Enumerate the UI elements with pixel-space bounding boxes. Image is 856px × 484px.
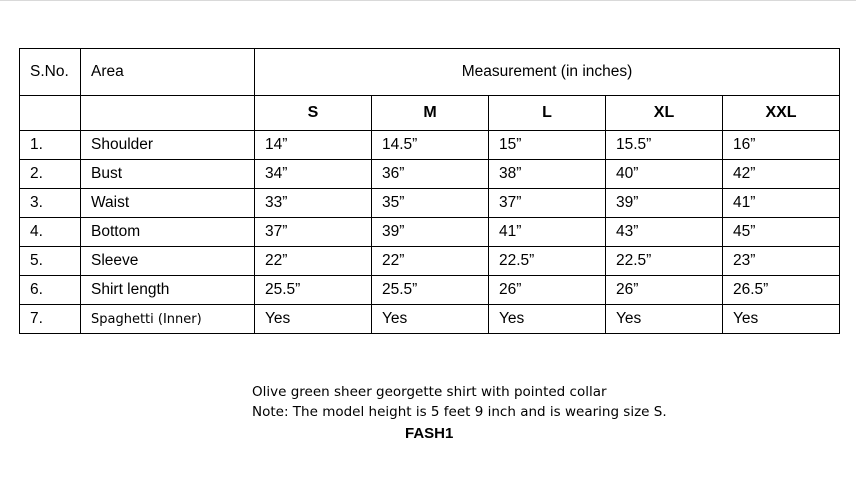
cell-value: 43” — [606, 218, 723, 247]
cell-value: 22” — [255, 247, 372, 276]
area-header: Area — [81, 49, 255, 96]
cell-value: 37” — [489, 189, 606, 218]
size-l-header: L — [489, 96, 606, 131]
table-header-row — [20, 49, 840, 96]
row-area: Spaghetti (Inner) — [81, 305, 255, 334]
top-divider — [0, 0, 856, 1]
cell-value: 16” — [723, 131, 840, 160]
table-row — [20, 276, 840, 305]
cell-value: 35” — [372, 189, 489, 218]
table-row — [20, 305, 840, 334]
cell-value: Yes — [255, 305, 372, 334]
cell-value: 14.5” — [372, 131, 489, 160]
cell-value: 23” — [723, 247, 840, 276]
product-code: FASH1 — [405, 425, 454, 442]
cell-value: 25.5” — [255, 276, 372, 305]
size-m-header: M — [372, 96, 489, 131]
table-row — [20, 247, 840, 276]
size-chart-table — [19, 48, 840, 334]
cell-value: Yes — [606, 305, 723, 334]
cell-value: 37” — [255, 218, 372, 247]
row-number: 6. — [20, 276, 81, 305]
row-number: 4. — [20, 218, 81, 247]
cell-value: Yes — [723, 305, 840, 334]
measurement-header: Measurement (in inches) — [255, 49, 840, 96]
row-area: Bust — [81, 160, 255, 189]
size-s-header: S — [255, 96, 372, 131]
cell-value: Yes — [489, 305, 606, 334]
cell-value: 39” — [606, 189, 723, 218]
size-header-row — [20, 96, 840, 131]
cell-value: 14” — [255, 131, 372, 160]
size-xl-header: XL — [606, 96, 723, 131]
cell-value: Yes — [372, 305, 489, 334]
cell-value: 41” — [723, 189, 840, 218]
table-row — [20, 189, 840, 218]
cell-value: 22.5” — [489, 247, 606, 276]
cell-value: 15” — [489, 131, 606, 160]
cell-value: 26.5” — [723, 276, 840, 305]
cell-value: 45” — [723, 218, 840, 247]
cell-value: 22.5” — [606, 247, 723, 276]
product-description: Olive green sheer georgette shirt with pointed collar — [252, 384, 607, 400]
row-area: Sleeve — [81, 247, 255, 276]
cell-value: 33” — [255, 189, 372, 218]
empty-cell — [81, 96, 255, 131]
cell-value: 38” — [489, 160, 606, 189]
row-area: Bottom — [81, 218, 255, 247]
row-number: 2. — [20, 160, 81, 189]
cell-value: 36” — [372, 160, 489, 189]
table-row — [20, 160, 840, 189]
cell-value: 34” — [255, 160, 372, 189]
cell-value: 41” — [489, 218, 606, 247]
row-number: 7. — [20, 305, 81, 334]
product-caption — [252, 382, 667, 422]
row-number: 1. — [20, 131, 81, 160]
cell-value: 39” — [372, 218, 489, 247]
row-number: 3. — [20, 189, 81, 218]
row-area: Shirt length — [81, 276, 255, 305]
sno-header: S.No. — [20, 49, 81, 96]
row-area: Shoulder — [81, 131, 255, 160]
size-xxl-header: XXL — [723, 96, 840, 131]
cell-value: 15.5” — [606, 131, 723, 160]
empty-cell — [20, 96, 81, 131]
model-note: Note: The model height is 5 feet 9 inch and is wearing size S. — [252, 404, 667, 420]
cell-value: 26” — [606, 276, 723, 305]
cell-value: 40” — [606, 160, 723, 189]
row-area: Waist — [81, 189, 255, 218]
cell-value: 22” — [372, 247, 489, 276]
table-row — [20, 131, 840, 160]
table-row — [20, 218, 840, 247]
row-number: 5. — [20, 247, 81, 276]
cell-value: 25.5” — [372, 276, 489, 305]
cell-value: 42” — [723, 160, 840, 189]
cell-value: 26” — [489, 276, 606, 305]
